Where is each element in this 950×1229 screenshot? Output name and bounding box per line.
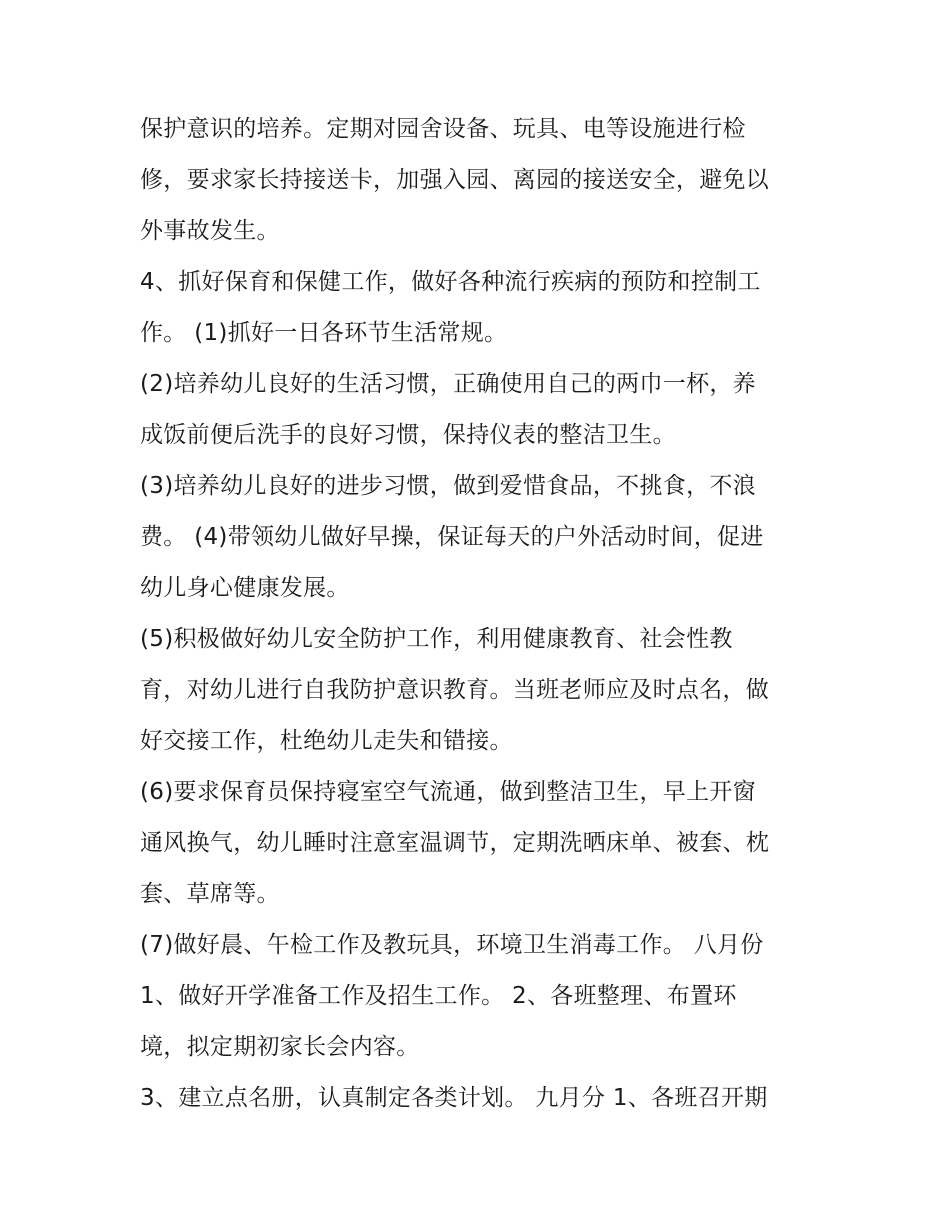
- text-line: 通风换气，幼儿睡时注意室温调节，定期洗晒床单、被套、枕: [140, 830, 770, 856]
- text-line: 费。 (4)带领幼儿做好早操，保证每天的户外活动时间，促进: [140, 524, 764, 550]
- text-line: 外事故发生。: [140, 218, 280, 244]
- text-line: 修，要求家长持接送卡，加强入园、离园的接送安全，避免以: [140, 167, 770, 193]
- text-line: 3、建立点名册，认真制定各类计划。 九月分 1、各班召开期: [140, 1085, 768, 1111]
- text-line: 境，拟定期初家长会内容。: [140, 1034, 420, 1060]
- text-line: (7)做好晨、午检工作及教玩具，环境卫生消毒工作。 八月份: [140, 932, 764, 958]
- text-line: 套、草席等。: [140, 881, 280, 907]
- text-line: 4、抓好保育和保健工作，做好各种流行疾病的预防和控制工: [140, 269, 761, 295]
- text-line: 保护意识的培养。定期对园舍设备、玩具、电等设施进行检: [140, 116, 746, 142]
- text-line: 幼儿身心健康发展。: [140, 575, 350, 601]
- text-line: 好交接工作，杜绝幼儿走失和错接。: [140, 728, 513, 754]
- text-line: (3)培养幼儿良好的进步习惯，做到爱惜食品，不挑食，不浪: [140, 473, 756, 499]
- text-line: 作。 (1)抓好一日各环节生活常规。: [140, 320, 508, 346]
- text-line: (2)培养幼儿良好的生活习惯，正确使用自己的两巾一杯，养: [140, 371, 756, 397]
- text-line: (6)要求保育员保持寝室空气流通，做到整洁卫生，早上开窗: [140, 779, 756, 805]
- text-line: 成饭前便后洗手的良好习惯，保持仪表的整洁卫生。: [140, 422, 676, 448]
- document-body: [140, 104, 830, 1124]
- text-line: (5)积极做好幼儿安全防护工作，利用健康教育、社会性教: [140, 626, 733, 652]
- text-line: 育，对幼儿进行自我防护意识教育。当班老师应及时点名，做: [140, 677, 770, 703]
- text-line: 1、做好开学准备工作及招生工作。 2、各班整理、布置环: [140, 983, 737, 1009]
